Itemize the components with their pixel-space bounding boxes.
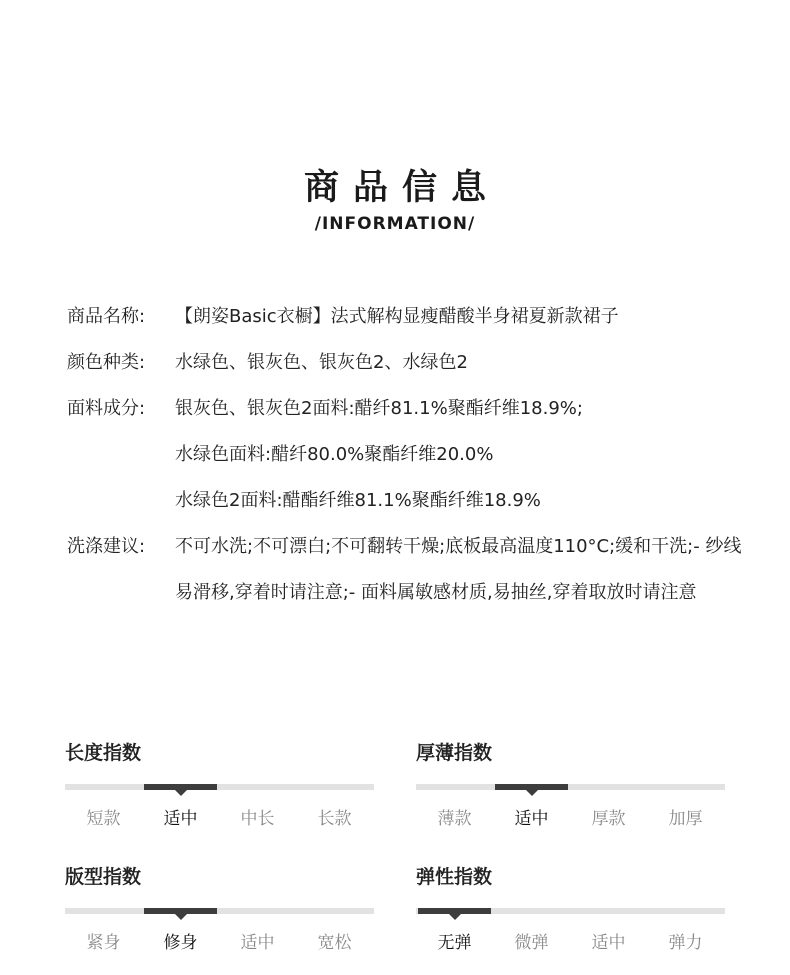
elasticity-index-title: 弹性指数 [416,866,493,888]
fit-option: 宽松 [317,933,352,953]
thickness-index-marker [495,784,568,790]
info-value-name: 【朗姿Basic衣橱】法式解构显瘦醋酸半身裙夏新款裙子 [175,306,619,327]
fabric-line-3: 水绿色2面料:醋酯纤维81.1%聚酯纤维18.9% [175,490,541,511]
length-index-options [65,804,374,829]
fabric-line-2: 水绿色面料:醋纤80.0%聚酯纤维20.0% [175,444,494,465]
info-row-wash [67,524,747,616]
info-row-fabric [67,386,747,524]
elasticity-option: 微弹 [514,933,549,953]
length-index [65,738,374,829]
info-row-color [67,340,747,386]
length-option: 适中 [163,809,198,829]
thickness-option: 薄款 [437,809,472,829]
thickness-option: 厚款 [591,809,626,829]
length-index-marker [144,784,217,790]
fit-index-bar [65,908,374,914]
fit-index-title: 版型指数 [65,866,142,888]
fit-option: 紧身 [86,933,121,953]
fit-index-options [65,928,374,953]
fit-option: 适中 [240,933,275,953]
elasticity-option: 弹力 [668,933,703,953]
length-option: 中长 [240,809,275,829]
page-title: 商品信息 [303,168,500,208]
info-value-fabric [175,386,747,524]
page-subtitle: /INFORMATION/ [314,214,476,234]
info-value-wash: 不可水洗;不可漂白;不可翻转干燥;底板最高温度110°C;缓和干洗;- 纱线易滑移,穿着时请注意;- 面料属敏感材质,易抽丝,穿着取放时请注意 [175,536,742,603]
thickness-index-title: 厚薄指数 [416,742,493,764]
thickness-index-bar [416,784,725,790]
info-label-name: 商品名称: [67,306,146,327]
elasticity-index-marker [418,908,491,914]
thickness-option: 加厚 [668,809,703,829]
elasticity-option: 无弹 [437,933,472,953]
fit-index-marker [144,908,217,914]
thickness-index-options [416,804,725,829]
info-value-color: 水绿色、银灰色、银灰色2、水绿色2 [175,352,468,373]
info-row-name [67,294,747,340]
length-option: 短款 [86,809,121,829]
elasticity-index-bar [416,908,725,914]
fit-index [65,862,374,953]
elasticity-option: 适中 [591,933,626,953]
length-index-bar [65,784,374,790]
info-label-fabric: 面料成分: [67,398,146,419]
length-option: 长款 [317,809,352,829]
elasticity-index-options [416,928,725,953]
info-label-wash: 洗涤建议: [67,536,146,557]
thickness-option: 适中 [514,809,549,829]
fit-option: 修身 [163,933,198,953]
fabric-line-1: 银灰色、银灰色2面料:醋纤81.1%聚酯纤维18.9%; [175,398,583,419]
product-info-list [67,294,747,616]
thickness-index [416,738,725,829]
info-label-color: 颜色种类: [67,352,146,373]
elasticity-index [416,862,725,953]
length-index-title: 长度指数 [65,742,142,764]
